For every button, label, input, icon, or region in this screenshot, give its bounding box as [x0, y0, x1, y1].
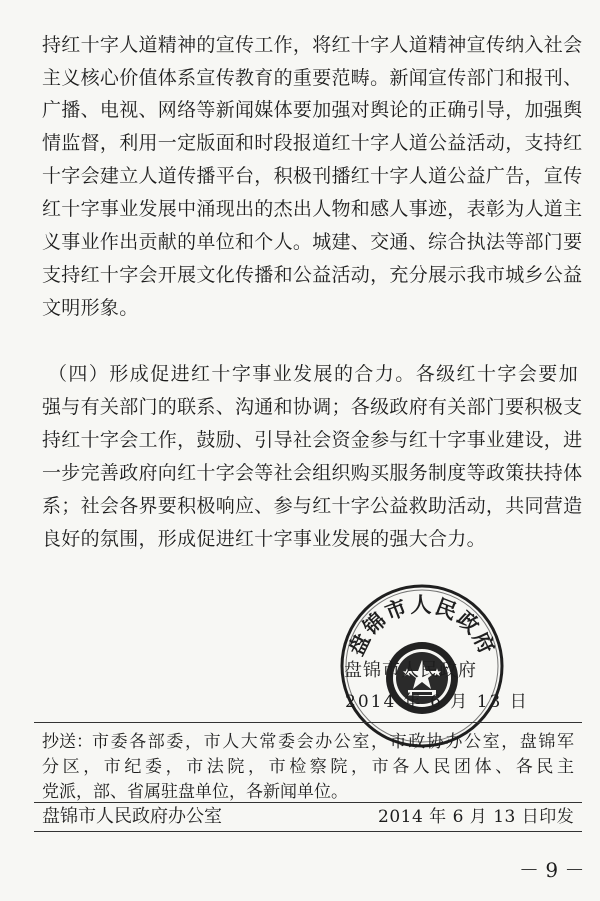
- body-line: （四）形成促进红十字事业发展的合力。各级红十字会要加: [48, 363, 578, 385]
- body-line: 一步完善政府向红十字会等社会组织购买服务制度等政策扶持体: [42, 462, 583, 484]
- cc-line: 党派，部、省属驻盘单位，各新闻单位。: [42, 782, 348, 802]
- body-line: 持红十字会工作，鼓励、引导社会资金参与红十字事业建设，进: [42, 429, 583, 451]
- cc-label: 抄送：: [42, 732, 93, 752]
- body-line: 情监督，利用一定版面和时段报道红十字人道公益活动，支持红: [42, 132, 583, 154]
- body-line: 广播、电视、网络等新闻媒体要加强对舆论的正确引导，加强舆: [42, 99, 583, 121]
- body-line: 良好的氛围，形成促进红十字事业发展的强大合力。: [42, 528, 486, 550]
- body-line: 主义核心价值体系宣传教育的重要范畴。新闻宣传部门和报刊、: [42, 67, 583, 89]
- body-line: 红十字事业发展中涌现出的杰出人物和感人事迹，表彰为人道主: [42, 198, 583, 220]
- body-line: 系；社会各界要积极响应、参与红十字公益救助活动，共同营造: [42, 495, 583, 517]
- signature-date: 2014 年 6 月 13 日: [345, 692, 529, 712]
- body-line: 义事业作出贡献的单位和个人。城建、交通、综合执法等部门要: [42, 231, 583, 253]
- body-line: 持红十字人道精神的宣传工作，将红十字人道精神宣传纳入社会: [42, 34, 583, 56]
- signatory: 盘锦市人民政府: [344, 660, 477, 681]
- cc-line: 分区，市纪委，市法院，市检察院，市各人民团体、各民主: [42, 757, 574, 777]
- issuing-office: 盘锦市人民政府办公室: [42, 806, 222, 827]
- page-number: － 9 －: [519, 858, 585, 882]
- divider-top: [34, 722, 582, 723]
- body-line: 强与有关部门的联系、沟通和协调；各级政府有关部门要积极支: [42, 396, 583, 418]
- cc-line: 市委各部委，市人大常委会办公室，市政协办公室，盘锦军: [92, 732, 574, 752]
- divider-middle: [34, 802, 582, 803]
- body-line: 文明形象。: [42, 297, 139, 319]
- body-line: 支持红十字会开展文化传播和公益活动，充分展示我市城乡公益: [42, 264, 583, 286]
- body-line: 十字会建立人道传播平台，积极刊播红十字人道公益广告，宣传: [42, 165, 583, 187]
- divider-bottom: [34, 831, 582, 832]
- seal-text: 盘锦市人民政府: [343, 592, 501, 660]
- print-date: 2014 年 6 月 13 日印发: [378, 807, 575, 827]
